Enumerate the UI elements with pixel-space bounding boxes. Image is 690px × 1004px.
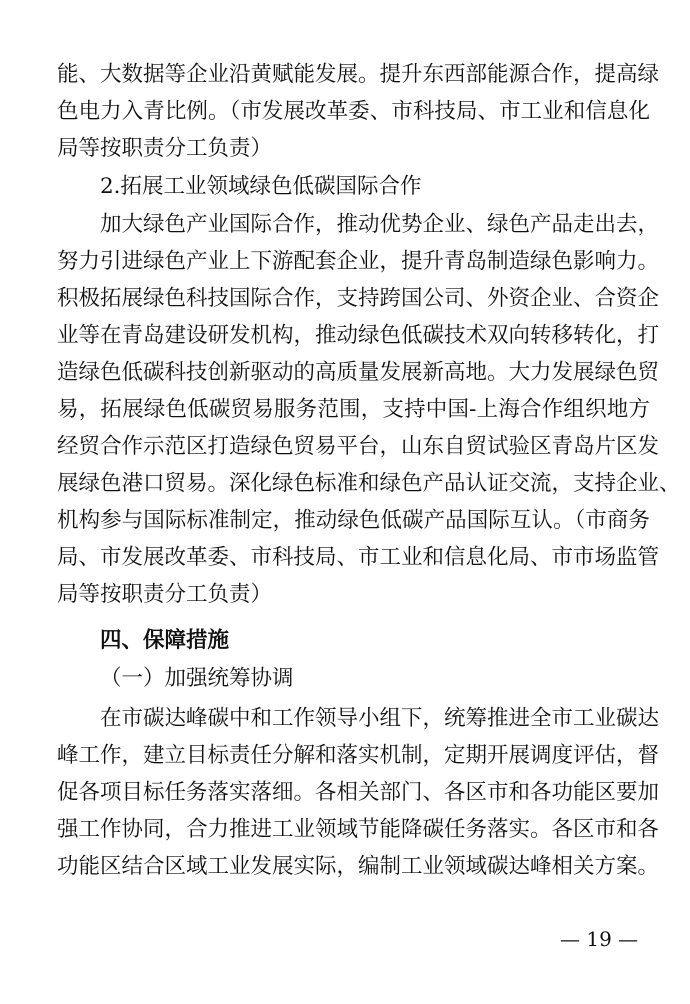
paragraph-line: 局等按职责分工负责） [57, 136, 273, 161]
subsection-title: （一）加强统筹协调 [100, 666, 294, 691]
paragraph-line: 努力引进绿色产业上下游配套企业，提升青岛制造绿色影响力。 [57, 249, 660, 274]
page-number: — 19 — [560, 927, 639, 951]
paragraph-line: 展绿色港口贸易。深化绿色标准和绿色产品认证交流，支持企业、 [57, 471, 681, 496]
paragraph-line: 经贸合作示范区打造绿色贸易平台，山东自贸试验区青岛片区发 [57, 434, 660, 459]
paragraph-line: 强工作协同，合力推进工业领域节能降碳任务落实。各区市和各 [57, 817, 660, 842]
paragraph-line: 能、大数据等企业沿黄赋能发展。提升东西部能源合作，提高绿 [57, 62, 660, 87]
paragraph-line: 在市碳达峰碳中和工作领导小组下，统筹推进全市工业碳达 [100, 706, 660, 731]
paragraph-line: 局、市发展改革委、市科技局、市工业和信息化局、市市场监管 [57, 545, 660, 570]
paragraph-line: 功能区结合区域工业发展实际，编制工业领域碳达峰相关方案。 [57, 854, 660, 879]
part-title: 四、保障措施 [100, 628, 230, 653]
paragraph-line: 造绿色低碳科技创新驱动的高质量发展新高地。大力发展绿色贸 [57, 360, 660, 385]
paragraph-line: 色电力入青比例。（市发展改革委、市科技局、市工业和信息化 [57, 99, 650, 124]
paragraph-line: 促各项目标任务落实落细。各相关部门、各区市和各功能区要加 [57, 780, 660, 805]
section-title: 2.拓展工业领域绿色低碳国际合作 [100, 174, 422, 199]
paragraph-line: 业等在青岛建设研发机构，推动绿色低碳技术双向转移转化，打 [57, 323, 660, 348]
paragraph-line: 易，拓展绿色低碳贸易服务范围，支持中国-上海合作组织地方 [57, 397, 650, 422]
paragraph-line: 加大绿色产业国际合作，推动优势企业、绿色产品走出去， [100, 212, 660, 237]
paragraph-line: 局等按职责分工负责） [57, 582, 273, 607]
paragraph-line: 机构参与国际标准制定，推动绿色低碳产品国际互认。（市商务 [57, 508, 650, 533]
paragraph-line: 积极拓展绿色科技国际合作，支持跨国公司、外资企业、合资企 [57, 286, 660, 311]
paragraph-line: 峰工作，建立目标责任分解和落实机制，定期开展调度评估，督 [57, 743, 660, 768]
